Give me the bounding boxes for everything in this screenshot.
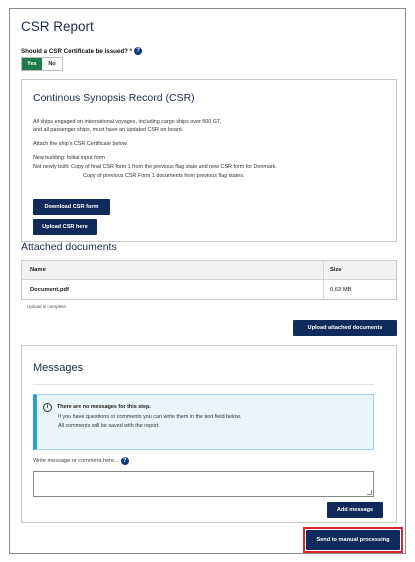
csr-text-line: Copy of previous CSR Form 1 documents from previous flag states. [83, 173, 245, 179]
document-size: 0,63 MB [323, 280, 396, 299]
help-icon[interactable]: ? [121, 457, 129, 465]
info-title: There are no messages for this step. [57, 404, 151, 410]
size-column-header: Size [323, 261, 396, 279]
upload-attached-documents-button[interactable]: Upload attached documents [293, 320, 397, 336]
attached-documents-table [21, 260, 397, 300]
info-alert [33, 394, 374, 450]
messages-section [21, 345, 397, 523]
send-to-manual-processing-button[interactable]: Send to manual processing [306, 530, 400, 550]
document-name[interactable]: Document.pdf [30, 286, 69, 293]
question-label: Should a CSR Certificate be issued? * [21, 47, 133, 55]
help-icon[interactable]: ? [134, 47, 142, 55]
upload-status: Upload is complete. [27, 304, 68, 309]
name-column-header: Name [30, 267, 46, 273]
no-option[interactable]: No [42, 58, 62, 70]
info-text: If you have questions or comments you can write them in the text field below. [58, 414, 242, 420]
message-textarea[interactable] [33, 471, 374, 497]
csr-certificate-question [21, 47, 142, 55]
csr-text-line: All ships engaged on international voyages, including cargo ships over 500 GT, [33, 119, 222, 125]
upload-csr-button[interactable]: Upload CSR here [33, 219, 97, 235]
divider [33, 384, 374, 385]
csr-section [21, 79, 397, 242]
page-title: CSR Report [21, 19, 94, 34]
report-panel [9, 8, 406, 554]
yes-no-toggle [21, 57, 63, 71]
yes-option[interactable]: Yes [22, 58, 42, 70]
csr-text-line: Not newly built: Copy of final CSR form 1 from the previous flag state and new CSR form for Denmark. [33, 164, 277, 170]
info-icon: i [43, 403, 52, 412]
attached-documents-title: Attached documents [21, 241, 117, 253]
write-label-text: Write message or comment here... [33, 458, 119, 464]
messages-title: Messages [33, 362, 84, 374]
csr-section-title: Continous Synopsis Record (CSR) [33, 92, 195, 104]
csr-text-line: New building: Initial input form [33, 155, 105, 161]
message-field-label [33, 457, 129, 465]
table-row[interactable] [22, 280, 396, 299]
download-csr-button[interactable]: Download CSR form [33, 199, 110, 215]
add-message-button[interactable]: Add message [327, 502, 383, 518]
csr-text-line: Attach the ship's CSR Certificate below. [33, 141, 128, 147]
table-header [22, 261, 396, 280]
csr-text-line: and all passenger ships, must have an updated CSR on board. [33, 127, 184, 133]
resize-grip-icon[interactable] [367, 490, 372, 495]
info-text: All comments will be saved with the report. [58, 423, 160, 429]
